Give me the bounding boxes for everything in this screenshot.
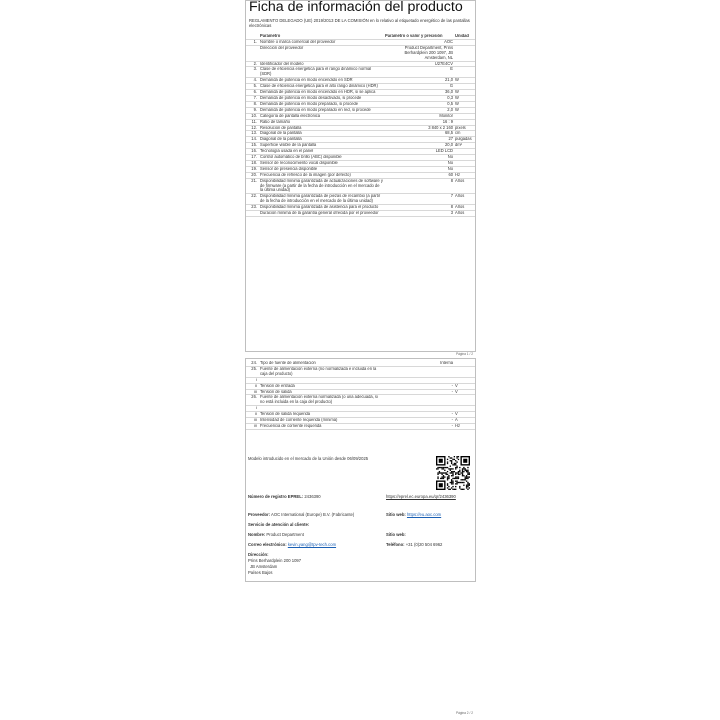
power-supply-table bbox=[246, 361, 475, 430]
row-number: 19. bbox=[246, 166, 259, 172]
row-number: 7. bbox=[246, 95, 259, 101]
row-parameter: Diagonal de la pantalla bbox=[259, 131, 384, 137]
row-parameter: Sensor de reconocimiento vocal disponible bbox=[259, 160, 384, 166]
website-link[interactable]: https://eu.aoc.com bbox=[406, 512, 442, 517]
row-number: 24. bbox=[246, 361, 259, 366]
address-line-3: Países Bajos bbox=[248, 570, 273, 575]
row-number: i bbox=[246, 406, 259, 412]
row-parameter: Resolución de pantalla bbox=[259, 125, 384, 131]
row-unit: A bbox=[454, 418, 475, 424]
row-number: 25. bbox=[246, 366, 259, 377]
row-unit bbox=[454, 366, 475, 377]
row-parameter: Disponibilidad mínima garantizada de asistencia para el producto bbox=[259, 205, 384, 211]
table-row bbox=[246, 67, 475, 78]
row-parameter: Tecnología usada en el panel bbox=[259, 149, 384, 155]
row-number: ii bbox=[246, 412, 259, 418]
row-number: 2. bbox=[246, 61, 259, 67]
row-value: 7 bbox=[384, 194, 454, 205]
row-parameter: Demanda de potencia en modo encendido en SDR bbox=[259, 78, 384, 84]
row-unit: Hz bbox=[454, 423, 475, 429]
customer-service-label: Servicio de atención al cliente: bbox=[248, 522, 310, 527]
row-parameter: Tensión de salida bbox=[259, 389, 384, 395]
row-parameter: Fuente de alimentación externa (no normalizada e incluida en la caja del producto) bbox=[259, 366, 384, 377]
row-parameter: Ratio de tamaño bbox=[259, 119, 384, 125]
row-number: iv bbox=[246, 423, 259, 429]
row-value bbox=[384, 366, 454, 377]
name-label: Nombre: bbox=[248, 532, 266, 537]
row-unit: Años bbox=[454, 211, 475, 217]
row-value: 8 bbox=[384, 178, 454, 194]
row-parameter: Frecuencia de refresco de la imagen (por defecto) bbox=[259, 172, 384, 178]
row-value: 16 : 9 bbox=[384, 119, 454, 125]
row-parameter: Tipo de fuente de alimentación bbox=[259, 361, 384, 366]
row-parameter: Diagonal de la pantalla bbox=[259, 137, 384, 143]
row-number: 5. bbox=[246, 84, 259, 90]
phone-value: +31 (0)20 504 6962 bbox=[405, 542, 443, 547]
header-parameter: Parámetro bbox=[259, 34, 384, 39]
row-parameter: Categoría de pantalla electrónica bbox=[259, 113, 384, 119]
row-number: 18. bbox=[246, 160, 259, 166]
table-row bbox=[246, 366, 475, 377]
row-parameter: Demanda de potencia en modo desactivado, si procede bbox=[259, 95, 384, 101]
row-unit: dm² bbox=[454, 143, 475, 149]
row-number: 1. bbox=[246, 39, 259, 45]
row-unit: píxels bbox=[454, 125, 475, 131]
eprel-label: Número de registro EPREL: bbox=[248, 494, 304, 499]
row-number: ii bbox=[246, 383, 259, 389]
row-unit: W bbox=[454, 78, 475, 84]
row-value: 60 bbox=[384, 172, 454, 178]
row-value: No bbox=[384, 160, 454, 166]
website-label: Sitio web: bbox=[386, 512, 406, 517]
row-parameter: Intensidad de corriente requerida (mínima) bbox=[259, 418, 384, 424]
row-parameter: Demanda de potencia en modo preparado en red, si procede bbox=[259, 107, 384, 113]
row-value: - bbox=[384, 423, 454, 429]
row-number: i bbox=[246, 377, 259, 383]
row-value: LED LCD bbox=[384, 149, 454, 155]
row-unit: Años bbox=[454, 178, 475, 194]
row-number: 4. bbox=[246, 78, 259, 84]
row-value: No bbox=[384, 155, 454, 161]
qr-code-icon[interactable] bbox=[436, 456, 470, 490]
row-unit: Años bbox=[454, 194, 475, 205]
address-line-1: Prins Berhardplein 200 1097 bbox=[248, 558, 302, 563]
row-unit: V bbox=[454, 383, 475, 389]
row-number: 9. bbox=[246, 107, 259, 113]
row-parameter: Dirección del proveedor bbox=[259, 45, 384, 61]
table-row bbox=[246, 45, 475, 61]
row-value: 20,0 bbox=[384, 143, 454, 149]
row-parameter: Clase de eficiencia energética para el rango dinámico normal (SDR) bbox=[259, 67, 384, 78]
row-value: Product Department, Prins Berhardplein 200 1097, JB Amsterdam, NL bbox=[384, 45, 454, 61]
table-row bbox=[246, 211, 475, 217]
row-number: 16. bbox=[246, 149, 259, 155]
row-value: AOC bbox=[384, 39, 454, 45]
table-row bbox=[246, 178, 475, 194]
row-number: 14. bbox=[246, 137, 259, 143]
page-number-2: Página 2 / 2 bbox=[456, 711, 474, 715]
row-unit: W bbox=[454, 107, 475, 113]
row-unit bbox=[454, 395, 475, 406]
row-number: 15. bbox=[246, 143, 259, 149]
row-value: 2,0 bbox=[384, 107, 454, 113]
supplier-label: Proveedor: bbox=[248, 512, 271, 517]
row-value: No bbox=[384, 166, 454, 172]
row-number: iii bbox=[246, 389, 259, 395]
header-unit: Unidad bbox=[454, 34, 475, 39]
supplier-value: AOC International (Europe) B.V. (Fabricante) bbox=[271, 512, 355, 517]
row-value: - bbox=[384, 418, 454, 424]
row-unit: W bbox=[454, 95, 475, 101]
row-unit: V bbox=[454, 389, 475, 395]
address-label: Dirección: bbox=[248, 552, 269, 557]
row-parameter: Sensor de presencia disponible bbox=[259, 166, 384, 172]
row-value: Monitor bbox=[384, 113, 454, 119]
row-parameter: Disponibilidad mínima garantizada de actualizaciones de software y de firmware (a partir de la fecha de introducción en el mercado de la última unidad) bbox=[260, 178, 383, 193]
row-value: U27E4CV bbox=[384, 61, 454, 67]
row-number: 21. bbox=[246, 178, 259, 194]
table-row bbox=[246, 423, 475, 429]
row-number: 6. bbox=[246, 90, 259, 96]
page-title: Ficha de información del producto bbox=[249, 0, 463, 15]
address-line-2: JB Amsterdam bbox=[250, 564, 278, 569]
row-value: G bbox=[384, 84, 454, 90]
phone-label: Teléfono: bbox=[386, 542, 405, 547]
row-value: 3 bbox=[384, 211, 454, 217]
row-value: 3 840 x 2 160 bbox=[384, 125, 454, 131]
eprel-number: 2436390 bbox=[304, 494, 321, 499]
name-value: Product Department bbox=[266, 532, 304, 537]
row-value: E bbox=[384, 67, 454, 78]
row-unit bbox=[454, 45, 475, 61]
row-number: 26. bbox=[246, 395, 259, 406]
row-unit: cm bbox=[454, 131, 475, 137]
row-parameter: Duración mínima de la garantía general ofrecida por el proveedor bbox=[259, 211, 384, 217]
row-unit: Hz bbox=[454, 172, 475, 178]
row-unit: W bbox=[454, 101, 475, 107]
row-parameter: Frecuencia de corriente requerida bbox=[259, 423, 384, 429]
row-parameter: Control automático de brillo (ABC) disponible bbox=[259, 155, 384, 161]
row-value: 68,5 bbox=[384, 131, 454, 137]
row-parameter: Nombre o marca comercial del proveedor bbox=[259, 39, 384, 45]
row-parameter: Tensión de entrada bbox=[259, 383, 384, 389]
row-value: 0,3 bbox=[384, 95, 454, 101]
row-number: 23. bbox=[246, 205, 259, 211]
row-unit: Años bbox=[454, 205, 475, 211]
eprel-link[interactable]: https://eprel.ec.europa.eu/qr/2436390 bbox=[386, 494, 456, 499]
row-parameter: Tensión de salida requerida bbox=[259, 412, 384, 418]
row-number: 22. bbox=[246, 194, 259, 205]
info-sheet-page-1 bbox=[245, 0, 476, 352]
regulation-subtitle: REGLAMENTO DELEGADO (UE) 2019/2013 DE LA COMISIÓN en lo relativo al etiquetado energético de las pantallas electrónicas bbox=[249, 18, 470, 29]
table-row bbox=[246, 194, 475, 205]
row-number: 12. bbox=[246, 125, 259, 131]
row-parameter: Demanda de potencia en modo preparado, si procede bbox=[259, 101, 384, 107]
table-row bbox=[246, 395, 475, 406]
product-info-table bbox=[246, 34, 475, 217]
row-value bbox=[384, 395, 454, 406]
row-parameter: Identificador del modelo bbox=[259, 61, 384, 67]
row-number: iii bbox=[246, 418, 259, 424]
website2-label: Sitio web: bbox=[386, 532, 406, 537]
row-parameter: Disponibilidad mínima garantizada de piezas de recambio (a partir de la fecha de introducción en el mercado de la última unidad) bbox=[259, 194, 384, 205]
row-parameter: Superficie visible de la pantalla bbox=[259, 143, 384, 149]
row-parameter: Demanda de potencia en modo encendido en HDR, si se aplica bbox=[259, 90, 384, 96]
market-date-text: Modelo introducido en el mercado de la Unión desde 06/09/2025 bbox=[248, 456, 369, 461]
row-unit: pulgadas bbox=[454, 137, 475, 143]
row-number bbox=[246, 45, 259, 61]
row-value: 8 bbox=[384, 205, 454, 211]
header-value: Parámetro o valor y precisión bbox=[384, 34, 454, 39]
row-unit: W bbox=[454, 90, 475, 96]
row-value: 0,5 bbox=[384, 101, 454, 107]
row-value: - bbox=[384, 412, 454, 418]
row-unit: V bbox=[454, 412, 475, 418]
row-value: 36,0 bbox=[384, 90, 454, 96]
row-parameter: Clase de eficiencia energética para el alto rango dinámico (HDR) bbox=[259, 84, 384, 90]
email-label: Correo electrónico: bbox=[248, 542, 287, 547]
row-value: Interna bbox=[384, 361, 454, 366]
row-value: 21,0 bbox=[384, 78, 454, 84]
row-unit bbox=[454, 67, 475, 78]
email-link[interactable]: kevin.yang@tpv-tech.com bbox=[287, 542, 337, 547]
row-number: 10. bbox=[246, 113, 259, 119]
page-number-1: Página 1 / 2 bbox=[456, 352, 474, 356]
row-number: 20. bbox=[246, 172, 259, 178]
row-number: 8. bbox=[246, 101, 259, 107]
row-number: 17. bbox=[246, 155, 259, 161]
row-value: 27 bbox=[384, 137, 454, 143]
row-number: 3. bbox=[246, 67, 259, 78]
row-number bbox=[246, 211, 259, 217]
row-parameter: Fuente de alimentación externa normalizada (o una adecuada, si no está incluida en la caja del producto) bbox=[259, 395, 384, 406]
row-value: - bbox=[384, 383, 454, 389]
row-value: - bbox=[384, 389, 454, 395]
row-number: 11. bbox=[246, 119, 259, 125]
row-number: 13. bbox=[246, 131, 259, 137]
